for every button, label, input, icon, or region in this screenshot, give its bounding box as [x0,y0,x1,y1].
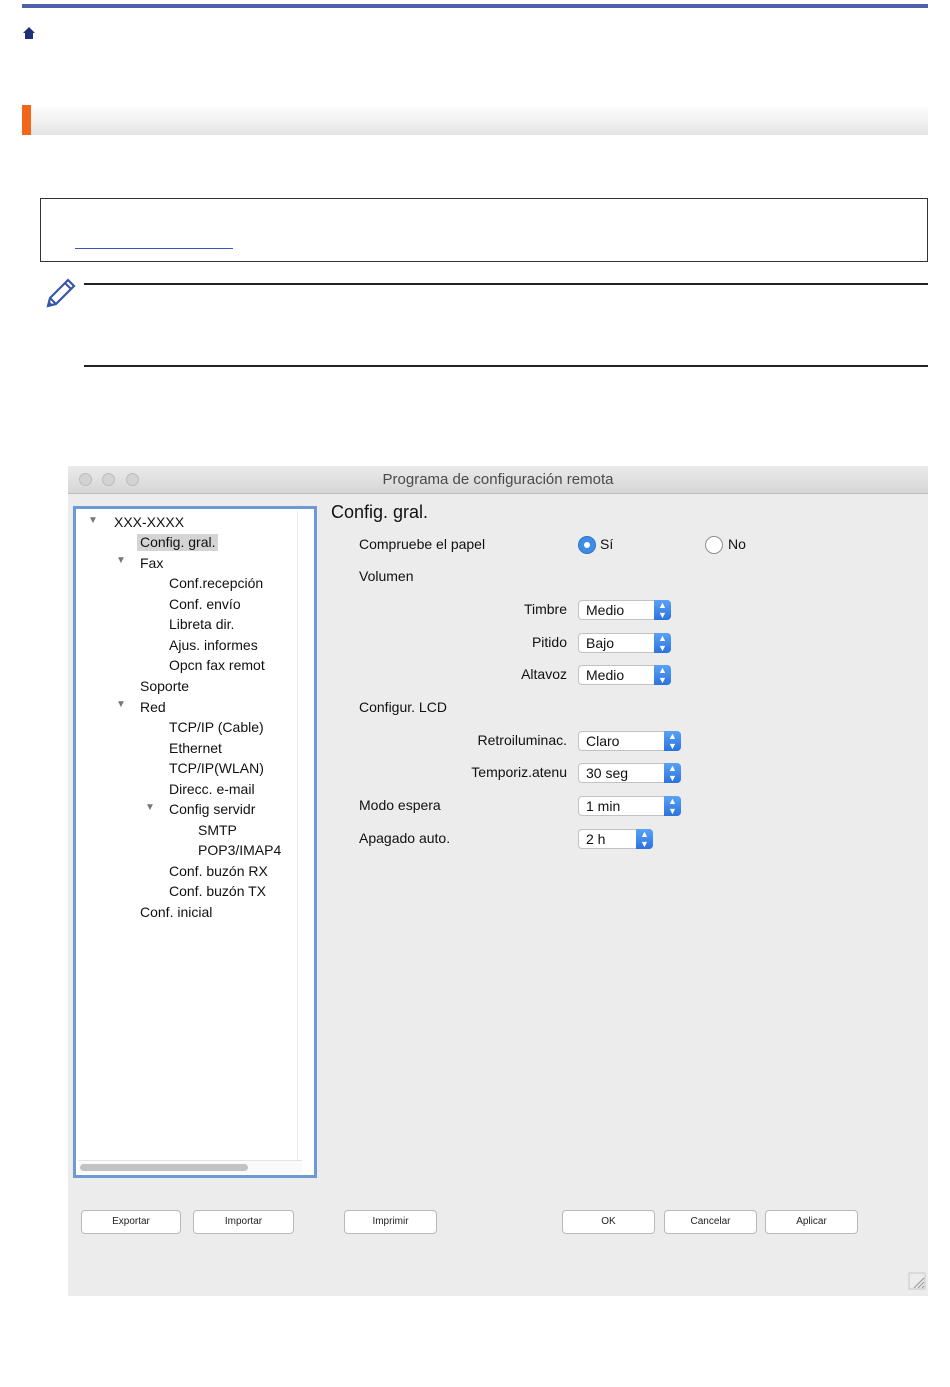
tree-item-conf-envio[interactable]: Conf. envío [169,596,241,612]
radio-yes-label[interactable]: Sí [600,536,614,552]
beep-value: Bajo [586,635,615,651]
dim-timer-select[interactable] [578,763,681,783]
tree-item-conf-recepcion[interactable]: Conf.recepción [169,575,264,591]
chevron-updown-icon: ▲ ▼ [636,829,653,849]
speaker-label: Altavoz [521,666,567,682]
backlight-select[interactable] [578,731,681,751]
ring-value: Medio [586,602,625,618]
tree-item-conf-buzon-rx[interactable]: Conf. buzón RX [169,863,268,879]
triangle-down-icon[interactable]: ▼ [116,555,126,566]
sleep-value: 1 min [586,798,621,814]
print-button[interactable]: Imprimir [344,1210,437,1234]
tree-item-ajus-informes[interactable]: Ajus. informes [169,637,258,653]
link-box [40,198,928,262]
tree-item-conf-buzon-tx[interactable]: Conf. buzón TX [169,883,267,899]
tree-item-config-gral[interactable]: Config. gral. [137,534,218,551]
settings-tree[interactable] [73,506,317,1178]
speaker-select[interactable] [578,665,671,685]
chevron-updown-icon: ▲ ▼ [664,763,681,783]
auto-off-value: 2 h [586,831,606,847]
note-rule-bottom [84,365,928,367]
tree-item-tcpip-cable[interactable]: TCP/IP (Cable) [169,719,264,735]
window-titlebar[interactable] [68,466,928,494]
tree-item-conf-inicial[interactable]: Conf. inicial [140,904,213,920]
check-paper-label: Compruebe el papel [359,536,486,552]
radio-no-label[interactable]: No [728,536,746,552]
auto-off-label: Apagado auto. [359,830,451,846]
tree-item-tcpip-wlan[interactable]: TCP/IP(WLAN) [169,760,264,776]
tree-item-libreta-dir[interactable]: Libreta dir. [169,616,235,632]
chevron-updown-icon: ▲ ▼ [654,633,671,653]
tree-item-soporte[interactable]: Soporte [140,678,190,694]
remote-setup-window [68,466,928,1296]
settings-heading: Config. gral. [331,502,429,522]
beep-label: Pitido [531,634,567,650]
tree-horizontal-scrollbar[interactable] [78,1160,302,1173]
sleep-select[interactable] [578,796,681,816]
triangle-down-icon[interactable]: ▼ [88,515,98,526]
scrollbar-thumb[interactable] [80,1164,248,1171]
sleep-label: Modo espera [359,797,441,813]
window-title: Programa de configuración remota [382,471,614,488]
tree-item-opcn-fax-remot[interactable]: Opcn fax remot [169,657,265,673]
chevron-updown-icon: ▲ ▼ [654,665,671,685]
tree-divider [297,511,298,1161]
tree-item-red[interactable]: Red [140,699,166,715]
pencil-icon [44,276,78,310]
tree-item-pop3-imap4[interactable]: POP3/IMAP4 [198,842,282,858]
triangle-down-icon[interactable]: ▼ [145,802,155,813]
radio-no[interactable] [705,536,723,554]
dim-timer-label: Temporiz.atenu [471,764,567,780]
speaker-value: Medio [586,667,625,683]
chevron-updown-icon: ▲ ▼ [664,731,681,751]
backlight-label: Retroiluminac. [477,732,567,748]
tree-item-smtp[interactable]: SMTP [198,822,237,838]
title-accent [22,105,31,135]
resize-grip-icon[interactable] [908,1272,926,1290]
auto-off-select[interactable] [578,829,653,849]
apply-button[interactable]: Aplicar [765,1210,858,1234]
beep-select[interactable] [578,633,671,653]
export-button[interactable]: Exportar [81,1210,181,1234]
section-title-bar [22,105,928,135]
radio-yes[interactable] [578,536,596,554]
ring-select[interactable] [578,600,671,620]
tree-item-ethernet[interactable]: Ethernet [169,740,222,756]
link-underline[interactable] [75,248,233,249]
tree-item-config-servidr[interactable]: Config servidr [169,801,256,817]
volume-label: Volumen [359,568,414,584]
ok-button[interactable]: OK [562,1210,655,1234]
backlight-value: Claro [586,733,620,749]
tree-item-fax[interactable]: Fax [140,555,164,571]
import-button[interactable]: Importar [193,1210,294,1234]
cancel-button[interactable]: Cancelar [664,1210,757,1234]
triangle-down-icon[interactable]: ▼ [116,699,126,710]
tree-item-direcc-email[interactable]: Direcc. e-mail [169,781,255,797]
chevron-updown-icon: ▲ ▼ [664,796,681,816]
lcd-label: Configur. LCD [359,699,447,715]
dim-timer-value: 30 seg [586,765,629,781]
ring-label: Timbre [523,601,567,617]
chevron-updown-icon: ▲ ▼ [654,600,671,620]
home-icon[interactable] [22,26,36,40]
tree-root[interactable]: XXX-XXXX [114,514,185,530]
top-rule [22,4,928,8]
note-rule-top [84,283,928,285]
